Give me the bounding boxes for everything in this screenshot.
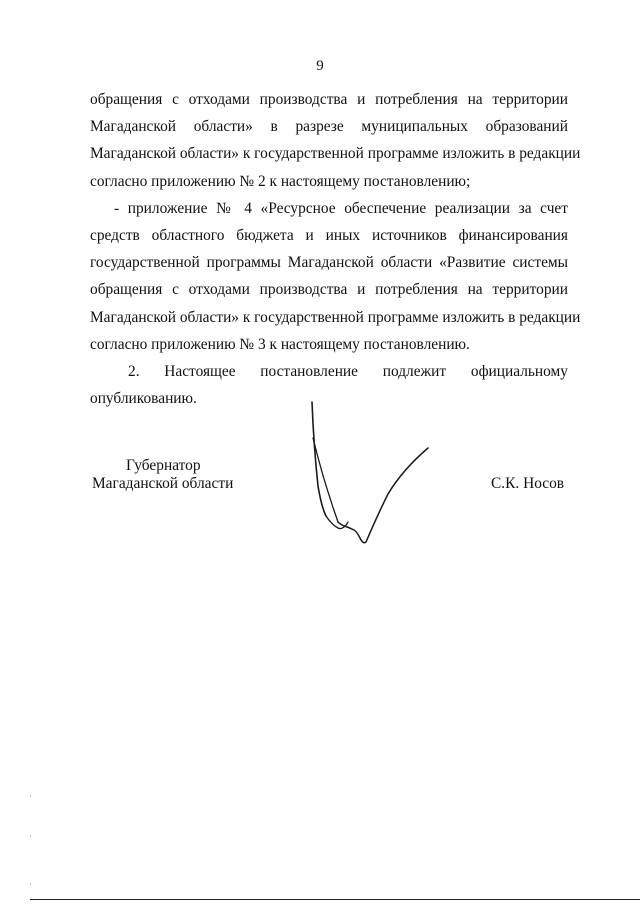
text-line: опубликованию. (90, 390, 197, 408)
text-line: государственной программы Магаданской области «Развитие системы (90, 254, 568, 272)
margin-mark (30, 884, 31, 885)
text-line: Магаданской области» к государственной программе изложить в редакции (90, 308, 581, 326)
text-line: средств областного бюджета и иных источников финансирования (90, 227, 568, 245)
signatory-position-line2: Магаданской области (92, 475, 234, 492)
document-body (90, 86, 581, 412)
text-line: обращения с отходами производства и потребления на территории (90, 91, 568, 108)
text-line: согласно приложению № 2 к настоящему постановлению; (90, 172, 471, 190)
margin-mark (30, 795, 31, 796)
handwritten-signature (300, 398, 440, 548)
margin-mark (30, 836, 31, 837)
text-line: согласно приложению № 3 к настоящему постановлению. (90, 335, 470, 353)
text-line: обращения с отходами производства и потребления на территории (90, 281, 568, 299)
bottom-rule (30, 899, 640, 900)
signatory-name: С.К. Носов (491, 475, 565, 492)
text-line: Магаданской области» к государственной программе изложить в редакции (90, 145, 581, 163)
text-line: - приложение № 4 «Ресурсное обеспечение реализации за счет (114, 199, 568, 217)
page-number: 9 (316, 58, 324, 74)
text-line: 2. Настоящее постановление подлежит официальному (128, 363, 568, 381)
text-line: Магаданской области» в разрезе муниципальных образований (90, 118, 568, 136)
signatory-position-line1: Губернатор (126, 457, 201, 474)
